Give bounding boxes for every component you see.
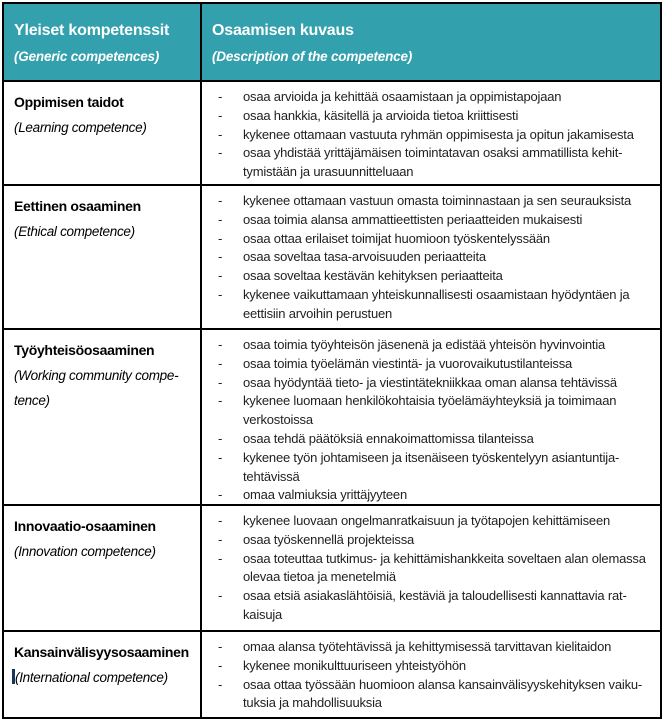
bullet-dash: - [218, 193, 223, 208]
bullet-text: osaa toteuttaa tutkimus- ja kehittämishankkeita soveltaen alan olemassa olevaa tietoa ja menetelmiä [243, 550, 646, 585]
bullet-dash: - [218, 286, 223, 302]
competence-description-cell [202, 330, 660, 504]
table-row [4, 328, 660, 504]
bullet-dash: - [218, 657, 223, 673]
competence-title: Kansainvälisyysosaaminen [14, 644, 189, 660]
bullet-dash: - [218, 268, 223, 284]
bullet-list [202, 88, 652, 182]
competence-title: Innovaatio-osaaminen [14, 518, 156, 534]
header-cell-generic-competences [4, 4, 202, 80]
competence-name-cell [4, 330, 202, 504]
bullet-dash: - [218, 430, 223, 446]
bullet-dash: - [218, 374, 223, 390]
bullet-text: kykenee vaikuttamaan yhteiskunnallisesti osaamistaan hyödyntäen ja eettisiin arvoihin perustuen [243, 286, 630, 321]
bullet-dash: - [218, 249, 223, 265]
bullet-list [202, 638, 652, 713]
bullet-text: kykenee monikulttuuriseen yhteistyöhön [243, 657, 466, 673]
competence-title: Oppimisen taidot [14, 94, 124, 110]
bullet-item [218, 657, 652, 676]
table-row [4, 504, 660, 630]
competence-description-cell [202, 632, 660, 717]
bullet-dash: - [218, 393, 223, 409]
competence-name-cell [4, 186, 202, 328]
header-title-fi: Osaamisen kuvaus [212, 22, 354, 39]
bullet-text: osaa arvioida ja kehittää osaamistaan ja oppimistapojaan [243, 89, 562, 104]
bullet-text: kykenee työn johtamiseen ja itsenäiseen työskentelyyn asiantuntijatehtävissä [243, 449, 620, 484]
bullet-dash: - [218, 107, 223, 123]
bullet-text: osaa toimia työyhteisön jäsenenä ja edistää yhteisön hyvinvointia [243, 337, 606, 352]
bullet-dash: - [218, 89, 223, 104]
bullet-item [218, 286, 652, 324]
bullet-dash: - [218, 355, 223, 371]
bullet-text: kykenee ottamaan vastuuta ryhmän oppimisesta ja opitun jakamisesta [243, 126, 634, 142]
bullet-list [202, 192, 652, 324]
bullet-text: osaa soveltaa tasa-arvoisuuden periaatteita [243, 249, 486, 265]
bullet-text: kykenee ottamaan vastuun omasta toiminnastaan ja sen seurauksista [243, 193, 632, 208]
bullet-text: omaa valmiuksia yrittäjyyteen [243, 487, 407, 503]
table-header-row [4, 4, 660, 80]
competence-description-cell [202, 82, 660, 184]
table-row [4, 630, 660, 717]
bullet-dash: - [218, 337, 223, 352]
bullet-item [218, 430, 652, 449]
bullet-item [218, 587, 652, 625]
bullet-dash: - [218, 487, 223, 503]
competence-subtitle-en: (Ethical competence) [14, 224, 135, 239]
bullet-dash: - [218, 449, 223, 465]
bullet-item [218, 144, 652, 182]
bullet-item [218, 248, 652, 267]
competence-subtitle-en: (Learning competence) [14, 120, 147, 135]
table-row [4, 184, 660, 328]
bullet-text: osaa soveltaa kestävän kehityksen periaatteita [243, 268, 503, 284]
bullet-text: osaa ottaa työssään huomioon alansa kansainvälisyyskehityksen vaikutuksia ja mahdollisuuksia [243, 676, 643, 711]
header-subtitle-en: (Generic competences) [14, 49, 160, 64]
bullet-dash: - [218, 639, 223, 654]
competence-name-cell [4, 82, 202, 184]
bullet-item [218, 374, 652, 393]
competences-table [2, 2, 662, 719]
text-cursor [12, 669, 15, 684]
bullet-item [218, 107, 652, 126]
competence-title: Työyhteisöosaaminen [14, 342, 155, 358]
bullet-item [218, 88, 652, 107]
bullet-list [202, 512, 652, 625]
bullet-item [218, 230, 652, 249]
competence-name-cell [4, 506, 202, 630]
bullet-dash: - [218, 145, 223, 161]
bullet-item [218, 531, 652, 550]
bullet-item [218, 550, 652, 588]
bullet-item [218, 126, 652, 145]
bullet-item [218, 355, 652, 374]
bullet-text: osaa työskennellä projekteissa [243, 531, 415, 547]
bullet-dash: - [218, 211, 223, 227]
bullet-text: omaa alansa työtehtävissä ja kehittymisessä tarvittavan kielitaidon [243, 639, 612, 654]
bullet-text: kykenee luovaan ongelmanratkaisuun ja työtapojen kehittämiseen [243, 513, 611, 528]
header-subtitle-en: (Description of the competence) [212, 49, 413, 64]
bullet-dash: - [218, 126, 223, 142]
bullet-item [218, 512, 652, 531]
header-title-fi: Yleiset kompetenssit [14, 22, 170, 39]
bullet-item [218, 676, 652, 714]
bullet-dash: - [218, 531, 223, 547]
bullet-text: osaa tehdä päätöksiä ennakoimattomissa tilanteissa [243, 430, 534, 446]
bullet-dash: - [218, 230, 223, 246]
header-cell-description [202, 4, 660, 80]
competence-subtitle-en: (Working community competence) [14, 368, 179, 408]
bullet-text: kykenee luomaan henkilökohtaisia työelämäyhteyksiä ja toimimaan verkostoissa [243, 393, 617, 428]
table-row [4, 80, 660, 184]
bullet-item [218, 192, 652, 211]
bullet-item [218, 638, 652, 657]
competence-subtitle-en: (International competence) [14, 665, 194, 690]
bullet-item [218, 267, 652, 286]
bullet-dash: - [218, 588, 223, 604]
bullet-item [218, 392, 652, 430]
bullet-dash: - [218, 676, 223, 692]
bullet-text: osaa hyödyntää tieto- ja viestintätekniikkaa oman alansa tehtävissä [243, 374, 617, 390]
bullet-text: osaa toimia alansa ammattieettisten periaatteiden mukaisesti [243, 211, 583, 227]
bullet-list [202, 336, 652, 504]
bullet-item [218, 336, 652, 355]
bullet-text: osaa toimia työelämän viestintä- ja vuorovaikutustilanteissa [243, 355, 573, 371]
competence-name-cell [4, 632, 202, 717]
bullet-dash: - [218, 550, 223, 566]
bullet-item [218, 486, 652, 504]
bullet-item [218, 211, 652, 230]
bullet-text: osaa etsiä asiakaslähtöisiä, kestäviä ja taloudellisesti kannattavia ratkaisuja [243, 588, 627, 622]
competence-title: Eettinen osaaminen [14, 198, 141, 214]
bullet-text: osaa yhdistää yrittäjämäisen toimintatavan osaksi ammatillista kehittymistään ja urasuunnitteluaan [243, 145, 623, 180]
bullet-dash: - [218, 513, 223, 528]
competence-description-cell [202, 186, 660, 328]
bullet-text: osaa hankkia, käsitellä ja arvioida tietoa kriittisesti [243, 107, 519, 123]
bullet-item [218, 449, 652, 487]
bullet-text: osaa ottaa erilaiset toimijat huomioon työskentelyssään [243, 230, 550, 246]
competence-description-cell [202, 506, 660, 630]
competence-subtitle-en: (Innovation competence) [14, 544, 156, 559]
